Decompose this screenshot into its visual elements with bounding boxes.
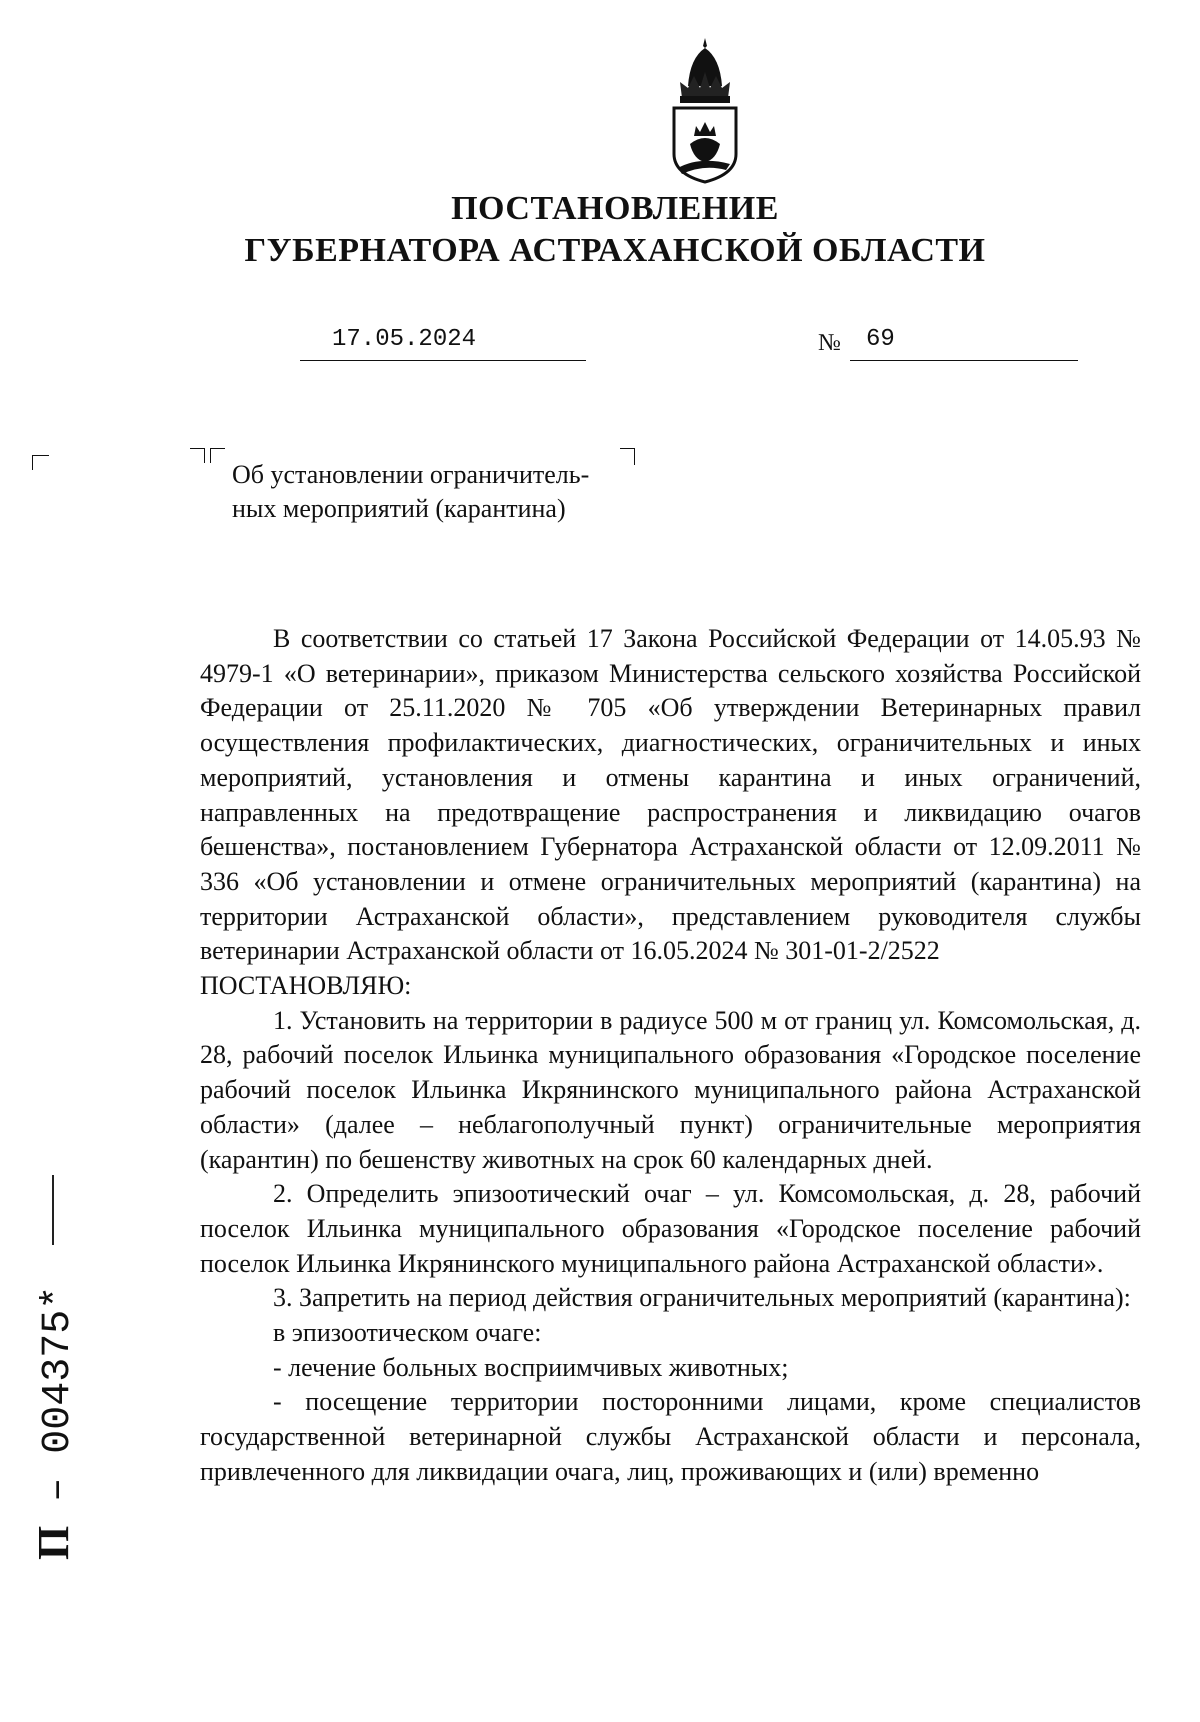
item-2: 2. Определить эпизоотический очаг – ул. Комсомольская, д. 28, рабочий поселок Ильинка муниципального образования «Городское поселение рабочий поселок Ильинка Икрянинского муниципального района Астраханской области».	[200, 1179, 1141, 1278]
document-body	[200, 622, 1141, 1490]
document-issuer: ГУБЕРНАТОРА АСТРАХАНСКОЙ ОБЛАСТИ	[244, 232, 986, 269]
preamble-paragraph: В соответствии со статьей 17 Закона Российской Федерации от 14.05.93 № 4979-1 «О ветеринарии», приказом Министерства сельского хозяйства Российской Федерации от 25.11.2020 № 705 «Об утверждении Ветеринарных правил осуществления профилактических, диагностических, ограничительных и иных мероприятий, установления и отмены карантина и иных ограничений, направленных на предотвращение распространения и ликвидацию очагов бешенства», постановлением Губернатора Астраханской области от 12.09.2011 № 336 «Об установлении и отмене ограничительных мероприятий (карантина) на территории Астраханской области», представлением руководителя службы ветеринарии Астраханской области от 16.05.2024 № 301-01-2/2522	[200, 624, 1141, 966]
item-1: 1. Установить на территории в радиусе 500 м от границ ул. Комсомольская, д. 28, рабочий поселок Ильинка муниципального образования «Городское поселение рабочий поселок Ильинка Икрянинского муниципального района Астраханской области» (далее – неблагополучный пункт) ограничительные мероприятия (карантин) по бешенству животных на срок 60 календарных дней.	[200, 1005, 1141, 1174]
item-3-bullet: - лечение больных восприимчивых животных;	[273, 1352, 789, 1382]
decree-word: ПОСТАНОВЛЯЮ:	[200, 971, 412, 1001]
corner-mark-subject-right	[620, 448, 635, 465]
margin-line	[52, 1175, 54, 1245]
corner-mark-left	[32, 455, 49, 470]
registration-stamp: П – 004375*	[29, 1285, 81, 1560]
item-3-subheading: в эпизоотическом очаге:	[273, 1318, 542, 1348]
corner-mark-subject-left	[190, 448, 205, 463]
subject-line: Об установлении ограничитель-	[232, 460, 590, 489]
document-number: 69	[850, 326, 1078, 361]
coat-of-arms-icon	[660, 36, 750, 186]
document-title: ПОСТАНОВЛЕНИЕ	[451, 190, 779, 227]
subject-line: ных мероприятий (карантина)	[232, 494, 566, 523]
document-subject	[232, 458, 589, 526]
number-label: №	[818, 330, 841, 356]
item-3: 3. Запретить на период действия ограничительных мероприятий (карантина):	[273, 1283, 1131, 1313]
corner-mark-subject-left2	[210, 448, 225, 463]
document-date: 17.05.2024	[300, 326, 586, 361]
item-3-bullet: - посещение территории посторонними лицами, кроме специалистов государственной ветеринарной службы Астраханской области и персонала, привлеченного для ликвидации очага, лиц, проживающих и (или) временно	[200, 1387, 1141, 1486]
